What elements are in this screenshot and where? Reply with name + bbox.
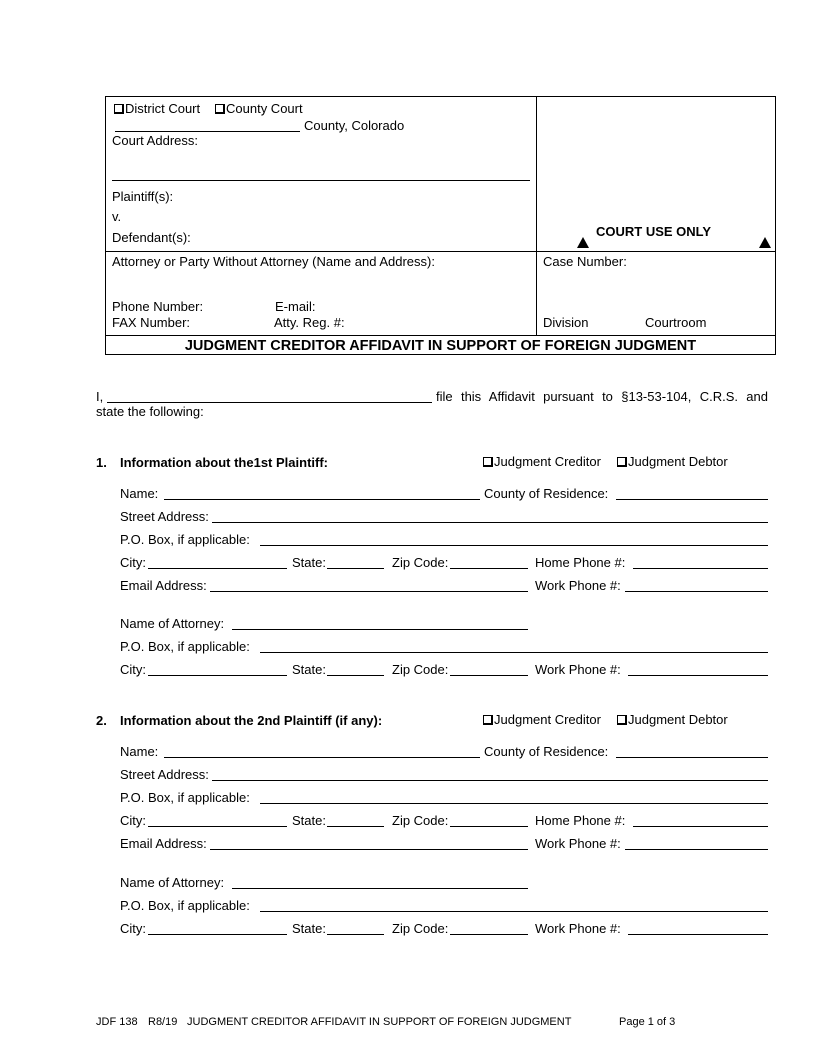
fax-number-label: FAX Number: [112,315,191,330]
home-phone-label: Home Phone #: [535,813,626,828]
name-of-attorney-label: Name of Attorney: [120,875,225,890]
county-of-residence-blank[interactable] [616,499,768,500]
name-blank[interactable] [164,499,480,500]
judgment-creditor-checkbox[interactable]: Judgment Creditor [483,713,601,726]
judgment-creditor-checkbox[interactable]: Judgment Creditor [483,455,601,468]
attorney-city-blank[interactable] [148,934,287,935]
court-use-only-label: COURT USE ONLY [596,224,712,239]
name-blank[interactable] [164,757,480,758]
city-label: City: [120,555,146,570]
phone-number-label: Phone Number: [112,299,204,314]
street-address-label: Street Address: [120,767,209,782]
state-label: State: [292,555,326,570]
footer-revision: R8/19 [148,1016,178,1028]
judgment-debtor-checkbox[interactable]: Judgment Debtor [617,713,728,726]
court-address-blank[interactable] [112,180,530,181]
checkbox-icon [215,104,225,114]
form-title: JUDGMENT CREDITOR AFFIDAVIT IN SUPPORT OF FOREIGN JUDGMENT [184,338,697,354]
county-of-residence-label: County of Residence: [484,744,609,759]
po-box-blank[interactable] [260,545,768,546]
intro-prefix: I, [96,389,104,404]
county-court-checkbox[interactable]: County Court [215,102,303,115]
county-of-residence-blank[interactable] [616,757,768,758]
attorney-label: Attorney or Party Without Attorney (Name and Address): [112,254,435,269]
po-box-label: P.O. Box, if applicable: [120,532,250,547]
attorney-work-phone-blank[interactable] [628,934,768,935]
defendants-label: Defendant(s): [112,230,191,245]
city-label: City: [120,813,146,828]
caption-divider [536,96,537,336]
attorney-po-box-blank[interactable] [260,652,768,653]
email-label: E-mail: [275,299,316,314]
state-label: State: [292,813,326,828]
attorney-work-phone-label: Work Phone #: [535,662,621,677]
zip-code-label: Zip Code: [392,555,449,570]
intro-line2: state the following: [96,404,204,419]
name-of-attorney-blank[interactable] [232,629,528,630]
state-blank[interactable] [327,826,384,827]
attorney-work-phone-label: Work Phone #: [535,921,621,936]
work-phone-blank[interactable] [625,849,768,850]
attorney-zip-code-label: Zip Code: [392,662,449,677]
footer-page-number: Page 1 of 3 [619,1016,676,1028]
attorney-zip-code-blank[interactable] [450,675,528,676]
name-label: Name: [120,744,159,759]
email-address-label: Email Address: [120,836,207,851]
attorney-po-box-blank[interactable] [260,911,768,912]
zip-code-blank[interactable] [450,568,528,569]
section-number: 2. [96,713,107,728]
attorney-po-box-label: P.O. Box, if applicable: [120,639,250,654]
judgment-debtor-checkbox[interactable]: Judgment Debtor [617,455,728,468]
work-phone-label: Work Phone #: [535,836,621,851]
attorney-zip-code-label: Zip Code: [392,921,449,936]
checkbox-icon [483,457,493,467]
county-blank[interactable] [115,131,300,132]
atty-reg-label: Atty. Reg. #: [274,315,345,330]
attorney-state-blank[interactable] [327,675,384,676]
division-label: Division [543,315,589,330]
city-blank[interactable] [148,568,287,569]
email-address-blank[interactable] [210,849,528,850]
name-of-attorney-label: Name of Attorney: [120,616,225,631]
plaintiffs-label: Plaintiff(s): [112,189,174,204]
zip-code-label: Zip Code: [392,813,449,828]
checkbox-icon [114,104,124,114]
section-heading: Information about the1st Plaintiff: [120,455,328,470]
county-of-residence-label: County of Residence: [484,486,609,501]
po-box-label: P.O. Box, if applicable: [120,790,250,805]
home-phone-label: Home Phone #: [535,555,626,570]
case-number-label: Case Number: [543,254,627,269]
caption-row-divider [105,251,776,252]
county-colorado-label: County, Colorado [304,118,405,133]
attorney-city-label: City: [120,662,146,677]
home-phone-blank[interactable] [633,568,768,569]
po-box-blank[interactable] [260,803,768,804]
home-phone-blank[interactable] [633,826,768,827]
versus-label: v. [112,209,122,224]
email-address-blank[interactable] [210,591,528,592]
attorney-zip-code-blank[interactable] [450,934,528,935]
affiant-name-blank[interactable] [107,402,432,403]
attorney-city-blank[interactable] [148,675,287,676]
attorney-state-blank[interactable] [327,934,384,935]
court-address-label: Court Address: [112,133,198,148]
work-phone-label: Work Phone #: [535,578,621,593]
footer-title: JUDGMENT CREDITOR AFFIDAVIT IN SUPPORT OF FOREIGN JUDGMENT [187,1016,572,1028]
email-address-label: Email Address: [120,578,207,593]
courtroom-label: Courtroom [645,315,707,330]
attorney-state-label: State: [292,662,326,677]
triangle-left-icon [577,237,589,248]
zip-code-blank[interactable] [450,826,528,827]
name-label: Name: [120,486,159,501]
state-blank[interactable] [327,568,384,569]
checkbox-icon [483,715,493,725]
attorney-city-label: City: [120,921,146,936]
section-number: 1. [96,455,107,470]
attorney-work-phone-blank[interactable] [628,675,768,676]
attorney-po-box-label: P.O. Box, if applicable: [120,898,250,913]
checkbox-icon [617,715,627,725]
intro-text: file this Affidavit pursuant to §13-53-104, C.R.S. and [436,389,768,404]
city-blank[interactable] [148,826,287,827]
work-phone-blank[interactable] [625,591,768,592]
triangle-right-icon [759,237,771,248]
street-address-blank[interactable] [212,522,768,523]
street-address-blank[interactable] [212,780,768,781]
street-address-label: Street Address: [120,509,209,524]
name-of-attorney-blank[interactable] [232,888,528,889]
district-court-checkbox[interactable]: District Court [114,102,200,115]
attorney-state-label: State: [292,921,326,936]
footer-form-id: JDF 138 [96,1016,138,1028]
caption-title-divider [105,335,776,336]
checkbox-icon [617,457,627,467]
section-heading: Information about the 2nd Plaintiff (if any): [120,713,383,728]
